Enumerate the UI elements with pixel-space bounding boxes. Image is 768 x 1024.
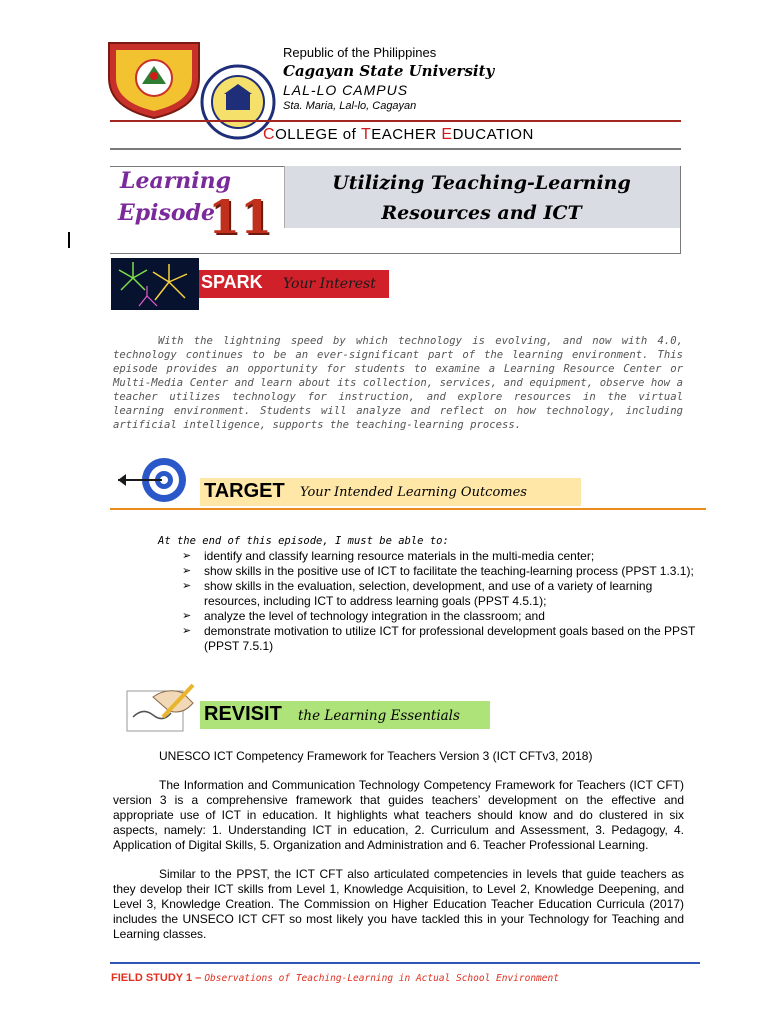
list-item: ➢ demonstrate motivation to utilize ICT for professional development goals based on the PPST (PPST 7.5.1) — [182, 624, 696, 653]
revisit-paragraph-1: UNESCO ICT Competency Framework for Teachers Version 3 (ICT CFTv3, 2018) — [159, 749, 593, 763]
spark-paragraph: With the lightning speed by which technology is evolving, and now with 4.0, technology continues to be an ever-significant part of the learning environment. This episode provides an opportunity for students to examine a Learning Resource Center or Multi-Media Center and learn about its collection, services, and equipment, observe how a teacher utilizes technology for instruction, and explore resources in the virtual learning environment. Students will analyze and reflect on how technology, including artificial intelligence, supports the teaching-learning process. — [113, 335, 683, 431]
footer-course: FIELD STUDY 1 – — [111, 972, 202, 984]
fireworks-image — [111, 258, 199, 310]
footer-course-title: Observations of Teaching-Learning in Actual School Environment — [204, 973, 559, 984]
list-item: ➢ show skills in the evaluation, selection, development, and use of a variety of learning resources, including ICT to address learning goals (PPST 4.5.1); — [182, 579, 653, 608]
episode-title: Utilizing Teaching-Learning Resources and ICT — [332, 172, 631, 224]
objectives-intro: At the end of this episode, I must be able to: — [158, 535, 449, 547]
footer-divider — [110, 962, 700, 964]
university-logo — [104, 38, 204, 120]
list-item: ➢ identify and classify learning resource materials in the multi-media center; — [182, 549, 595, 563]
arrow-bullet-icon: ➢ — [182, 565, 192, 577]
campus-address: Sta. Maria, Lal-lo, Cagayan — [283, 100, 417, 112]
revisit-paragraph-3: Similar to the PPST, the ICT CFT also articulated competencies in levels that guide teachers as they develop their ICT skills from Level 1, Knowledge Acquisition, to Level 2, Knowledge Deepening, and Level 3, Knowledge Creation. The Commission on Higher Education Teacher Education Curricula (2017) includes the UNSECO ICT CFT so most likely you have tackled this in your Technology for Teaching and Learning classes. — [113, 867, 684, 941]
objectives-list — [182, 549, 697, 654]
arrow-bullet-icon: ➢ — [182, 580, 192, 592]
arrow-bullet-icon: ➢ — [182, 625, 192, 637]
spark-heading: SPARK — [201, 272, 263, 292]
arrow-bullet-icon: ➢ — [182, 550, 192, 562]
target-heading: TARGET — [204, 480, 285, 502]
college-divider — [110, 148, 681, 150]
target-divider — [110, 508, 706, 510]
writing-hand-icon — [123, 677, 199, 735]
episode-number: 11 — [208, 190, 273, 244]
footer — [111, 972, 559, 984]
arrow-bullet-icon: ➢ — [182, 610, 192, 622]
spark-subheading: Your Interest — [283, 276, 376, 292]
revisit-heading: REVISIT — [204, 703, 282, 725]
episode-label-episode: Episode — [118, 200, 215, 226]
episode-label-learning: Learning — [120, 168, 232, 194]
text-cursor — [68, 232, 70, 248]
university-name: Cagayan State University — [283, 62, 495, 80]
list-item: ➢ analyze the level of technology integration in the classroom; and — [182, 609, 545, 623]
list-item: ➢ show skills in the positive use of ICT to facilitate the teaching-learning process (PPST 1.3.1); — [182, 564, 694, 578]
target-subheading: Your Intended Learning Outcomes — [300, 485, 527, 500]
college-name: COLLEGE of TEACHER EDUCATION — [263, 126, 534, 143]
revisit-paragraph-2: The Information and Communication Technology Competency Framework for Teachers (ICT CFT) version 3 is a comprehensive framework that guides teachers’ development on the effective and appropriate use of ICT in education. It highlights what teachers should know and do clustered in six aspects, namely: 1. Understanding ICT in education, 2. Curriculum and Assessment, 3. Pedagogy, 4. Application of Digital Skills, 5. Organization and Administration and 6. Teacher Professional Learning. — [113, 778, 684, 852]
revisit-subheading: the Learning Essentials — [298, 708, 460, 724]
campus-name: LAL-LO CAMPUS — [283, 82, 409, 98]
header-divider — [110, 120, 681, 122]
target-icon — [112, 452, 186, 508]
republic-text: Republic of the Philippines — [283, 45, 437, 60]
